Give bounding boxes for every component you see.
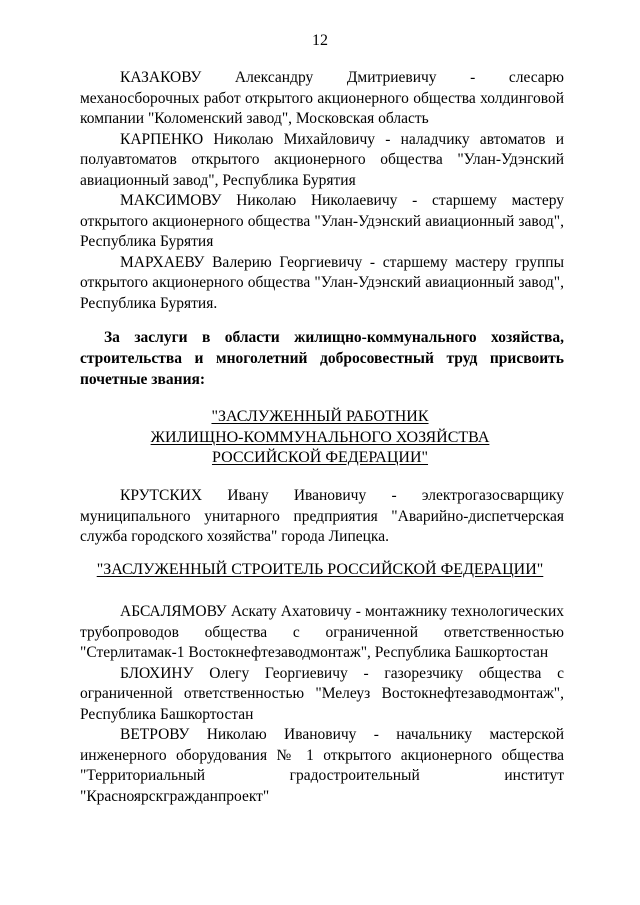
award-entry: МАКСИМОВУ Николаю Николаевичу - старшему мастеру открытого акционерного общества "Улан-Удэнский авиационный завод", Республика Бурятия — [80, 192, 564, 250]
award-list-section-3 — [80, 602, 564, 807]
title-line: "ЗАСЛУЖЕННЫЙ РАБОТНИК — [211, 408, 429, 425]
award-list-section-2 — [80, 486, 564, 548]
award-entry: ВЕТРОВУ Николаю Ивановичу - начальнику мастерской инженерного оборудования № 1 открытого акционерного общества "Территориальный градостроительный институт "Красноярскгражданпроект" — [80, 726, 564, 805]
decree-text: За заслуги в области жилищно-коммунального хозяйства, строительства и многолетний добросовестный труд присвоить почетные звания: — [80, 329, 564, 388]
page-number: 12 — [312, 32, 328, 49]
honorary-title-builder — [0, 560, 640, 581]
title-line: ЖИЛИЩНО-КОММУНАЛЬНОГО ХОЗЯЙСТВА — [150, 428, 490, 446]
award-entry: КРУТСКИХ Ивану Ивановичу - электрогазосварщику муниципального унитарного предприятия "Аварийно-диспетчерская служба городского хозяйства" города Липецка. — [80, 487, 564, 545]
honorary-title-housing — [0, 407, 640, 469]
award-entry: КАРПЕНКО Николаю Михайловичу - наладчику автоматов и полуавтоматов открытого акционерного общества "Улан-Удэнский авиационный завод", Республика Бурятия — [80, 130, 564, 189]
title-line: "ЗАСЛУЖЕННЫЙ СТРОИТЕЛЬ РОССИЙСКОЙ ФЕДЕРАЦИИ" — [96, 561, 544, 578]
award-list-section-1 — [80, 68, 564, 314]
award-entry: МАРХАЕВУ Валерию Георгиевичу - старшему мастеру группы открытого акционерного общества "Улан-Удэнский авиационный завод", Республика Бурятия. — [80, 253, 564, 312]
title-line: РОССИЙСКОЙ ФЕДЕРАЦИИ" — [211, 449, 429, 466]
decree-block — [80, 327, 564, 390]
award-entry: БЛОХИНУ Олегу Георгиевичу - газорезчику общества с ограниченной ответственностью "Мелеуз Востокнефтезаводмонтаж", Республика Башкортостан — [80, 664, 564, 723]
award-entry: КАЗАКОВУ Александру Дмитриевичу - слесарю механосборочных работ открытого акционерного общества холдинговой компании "Коломенский завод", Московская область — [80, 69, 564, 127]
award-entry: АБСАЛЯМОВУ Аскату Ахатовичу - монтажнику технологических трубопроводов общества с ограниченной ответственностью "Стерлитамак-1 Востокнефтезаводмонтаж", Республика Башкортостан — [80, 603, 564, 661]
